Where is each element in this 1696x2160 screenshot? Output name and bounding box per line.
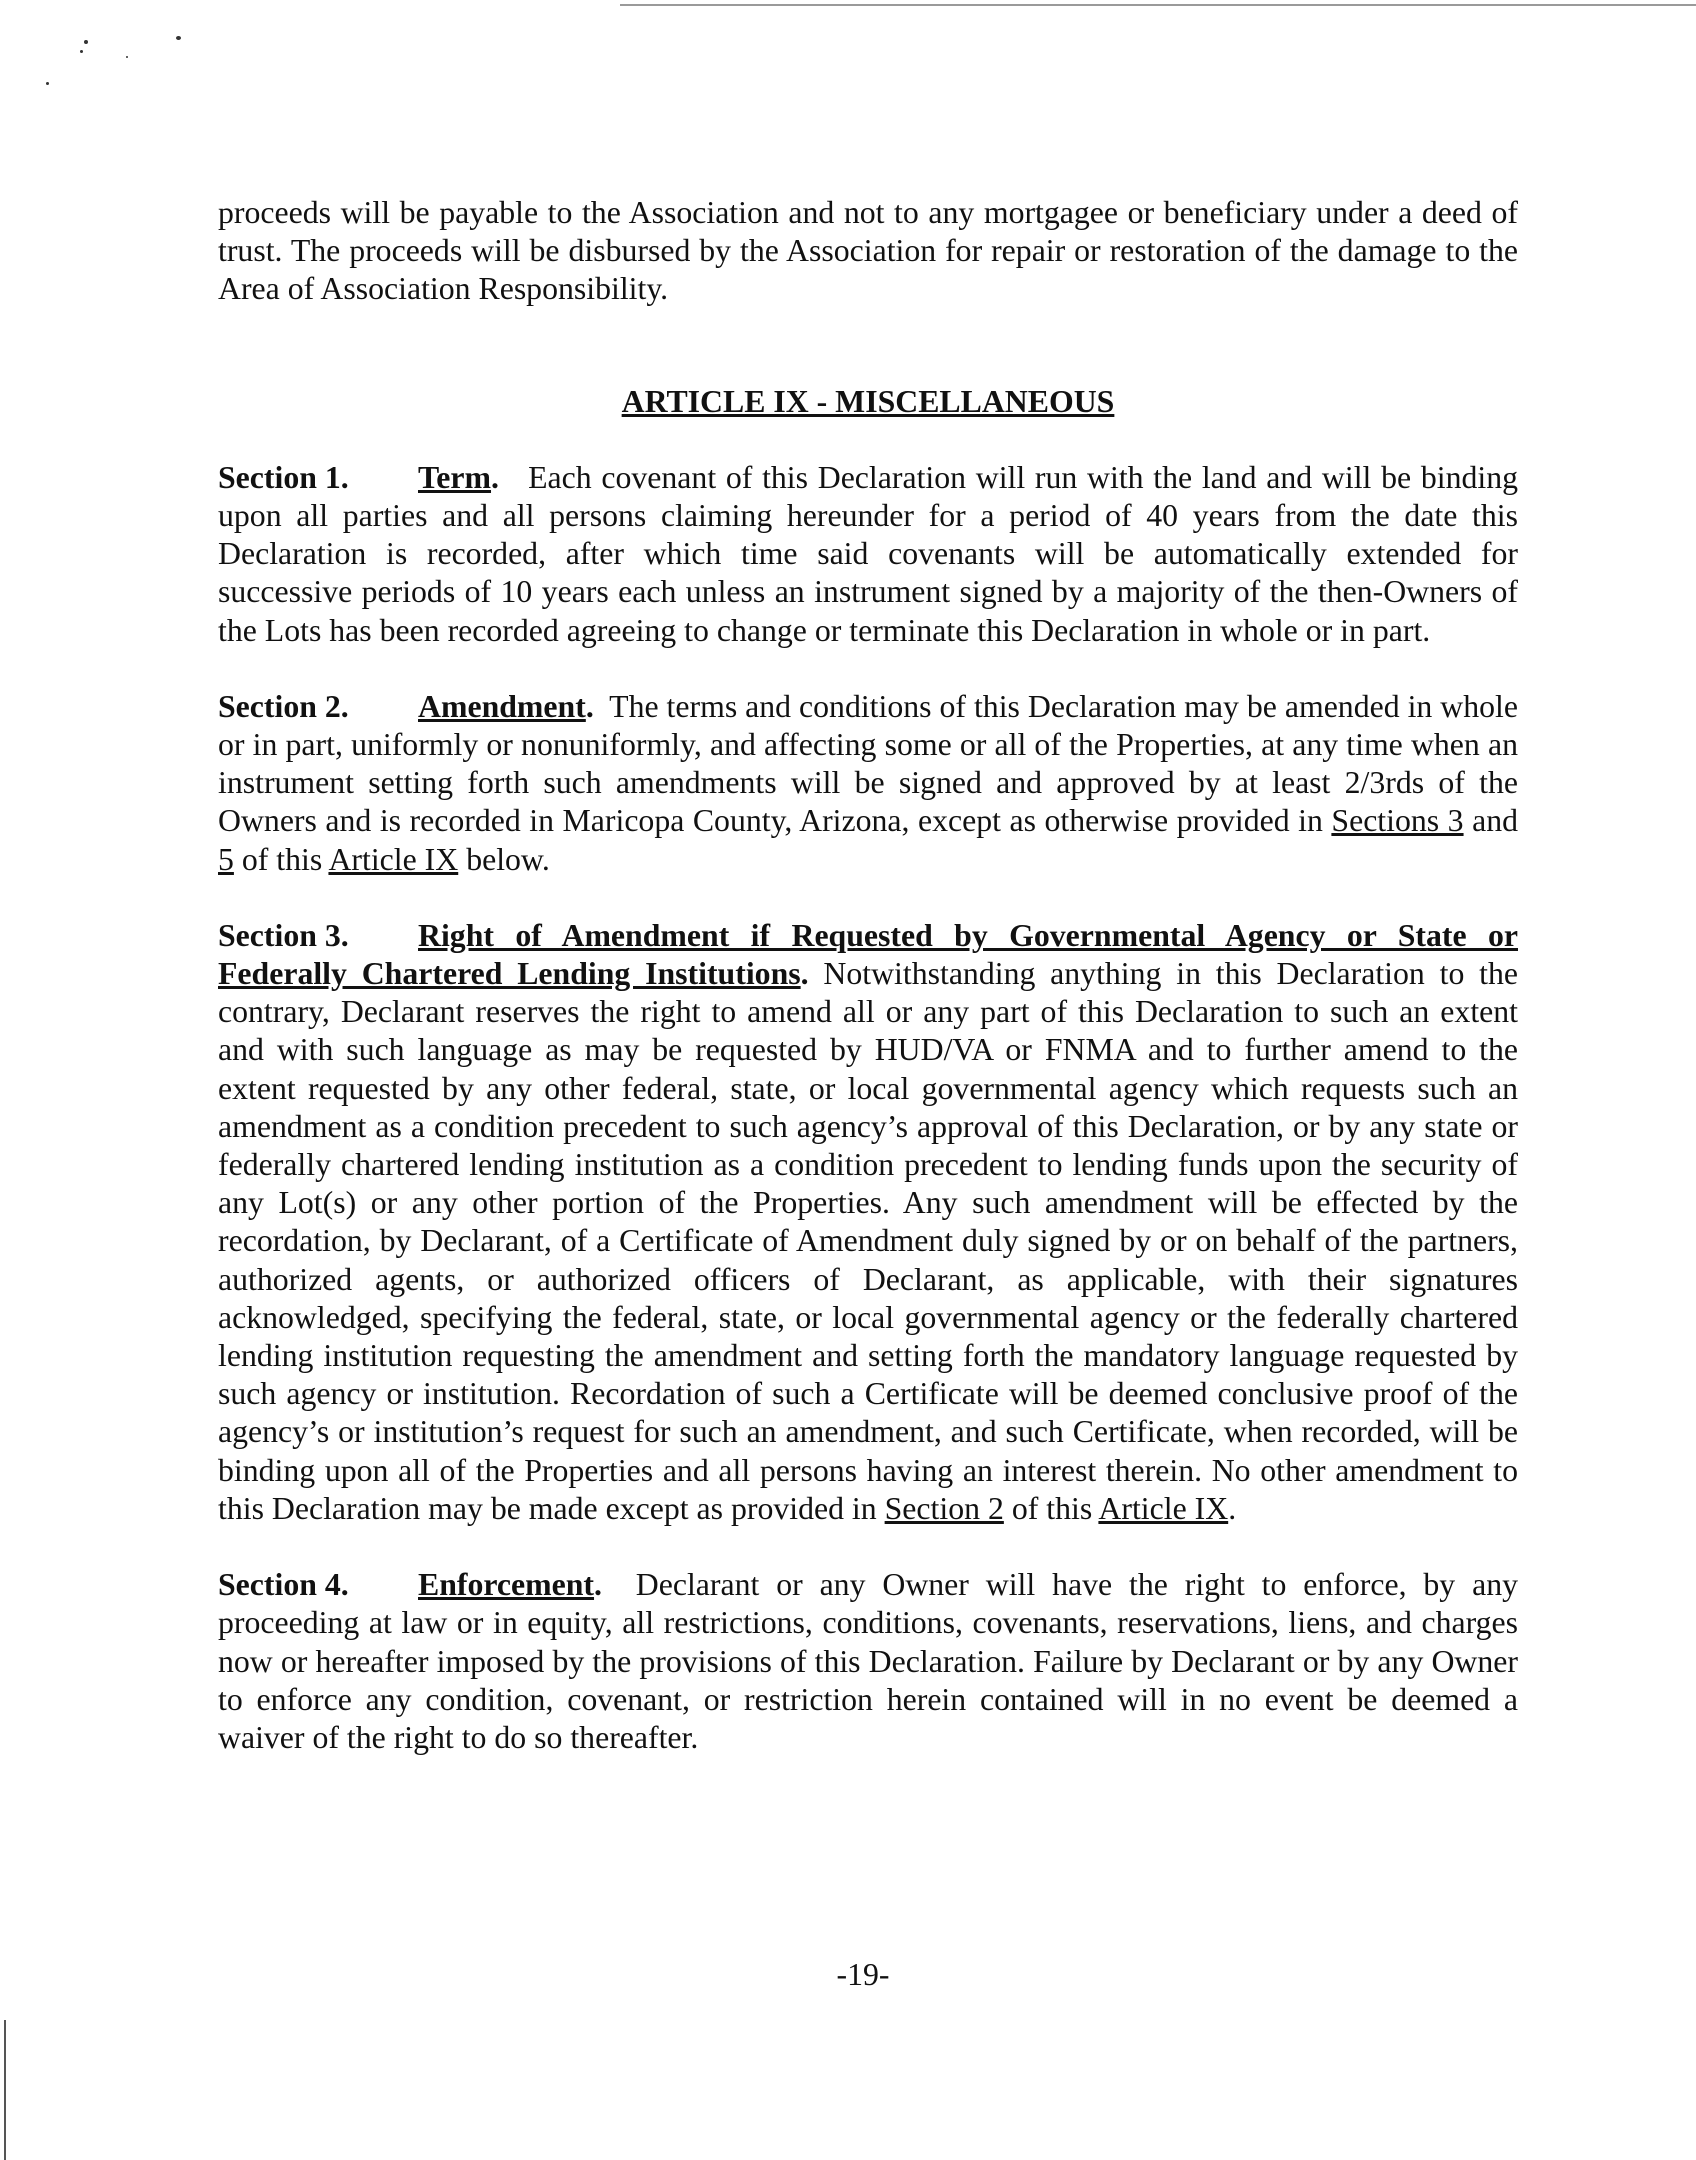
- section-2-body-c: of this: [241, 841, 323, 877]
- section-2-title: Amendment: [418, 688, 586, 724]
- section-2-ref-sections-3: Sections 3: [1331, 803, 1464, 839]
- scan-speck: [46, 82, 49, 85]
- section-3-ref-article: Article IX: [1098, 1490, 1229, 1526]
- section-4-title: Enforcement: [418, 1567, 595, 1603]
- section-3-title-punct: .: [800, 956, 809, 992]
- section-2-body-b: and: [1472, 803, 1518, 839]
- section-2-ref-article: Article IX: [328, 841, 459, 877]
- section-1-label: Section 1.: [218, 459, 349, 495]
- section-3-body-b: of this: [1011, 1490, 1093, 1526]
- intro-paragraph: [218, 194, 1518, 309]
- section-3: [218, 917, 1518, 1528]
- scan-top-edge: [620, 4, 1696, 6]
- section-4-body: Declarant or any Owner will have the right to enforce, by any proceeding at law or in equity, all restrictions, conditions, covenants, reservations, liens, and charges now or hereafter imposed by the provisions of this Declaration. Failure by Declarant or by any Owner to enforce any condition, covenant, or restriction herein contained will in no event be deemed a waiver of the right to do so thereafter.: [218, 1567, 1518, 1755]
- section-3-body-a: Notwithstanding anything in this Declaration to the contrary, Declarant reserves the right to amend all or any part of this Declaration to such an extent and with such language as may be requested by HUD/VA or FNMA and to further amend to the extent requested by any other federal, state, or local governmental agency which requests such an amendment as a condition precedent to such agency’s approval of this Declaration, or by any state or federally chartered lending institution as a condition precedent to lending funds upon the security of any Lot(s) or any other portion of the Properties. Any such amendment will be effected by the recordation, by Declarant, of a Certificate of Amendment duly signed by or on behalf of the partners, authorized agents, or authorized officers of Declarant, as applicable, with their signatures acknowledged, specifying the federal, state, or local governmental agency or the federally chartered lending institution requesting the amendment and setting forth the mandatory language requested by such agency or institution. Recordation of such a Certificate will be deemed conclusive proof of the agency’s or institution’s request for such an amendment, and such Certificate, when recorded, will be binding upon all of the Properties and all persons having an interest therein. No other amendment to this Declaration may be made except as provided in: [218, 956, 1518, 1526]
- section-3-ref-section-2: Section 2: [884, 1490, 1004, 1526]
- section-1-title: Term: [418, 459, 492, 495]
- page-number: -19-: [836, 1957, 890, 1992]
- section-2-body-d: below.: [466, 841, 550, 877]
- section-3-label: Section 3.: [218, 917, 349, 953]
- section-1-title-punct: .: [491, 459, 499, 495]
- scan-speck: [126, 56, 128, 58]
- section-2-ref-5: 5: [218, 841, 234, 877]
- section-2-title-punct: .: [585, 688, 594, 724]
- scan-left-edge: [4, 2020, 6, 2160]
- section-1-body: Each covenant of this Declaration will run with the land and will be binding upon all parties and all persons claiming hereunder for a period of 40 years from the date this Declaration is recorded, after which time said covenants will be automatically extended for successive periods of 10 years each unless an instrument signed by a majority of the then-Owners of the Lots has been recorded agreeing to change or terminate this Declaration in whole or in part.: [218, 459, 1518, 648]
- section-2: [218, 688, 1518, 879]
- section-2-body-a: The terms and conditions of this Declaration may be amended in whole or in part, uniformly or nonuniformly, and affecting some or all of the Properties, at any time when an instrument setting forth such amendments will be signed and approved by at least 2/3rds of the Owners and is recorded in Maricopa County, Arizona, except as otherwise provided in: [218, 688, 1518, 839]
- scan-speck: [80, 50, 83, 53]
- intro-text: proceeds will be payable to the Association and not to any mortgagee or beneficiary under a deed of trust. The proceeds will be disbursed by the Association for repair or restoration of the damage to the Area of Association Responsibility.: [218, 195, 1518, 307]
- section-4-label: Section 4.: [218, 1567, 349, 1603]
- section-4-title-punct: .: [594, 1567, 602, 1603]
- section-2-label: Section 2.: [218, 688, 349, 724]
- document-body: [218, 194, 1518, 1757]
- article-heading: ARTICLE IX - MISCELLANEOUS: [621, 383, 1115, 419]
- section-3-title: Right of Amendment if Requested by Governmental Agency or State or Federally Chartered Lending Institutions: [218, 917, 1518, 992]
- section-3-body-c: .: [1228, 1490, 1237, 1526]
- scan-speck: [84, 40, 88, 44]
- section-1: [218, 459, 1518, 650]
- section-4: [218, 1566, 1518, 1757]
- scan-speck: [176, 36, 181, 40]
